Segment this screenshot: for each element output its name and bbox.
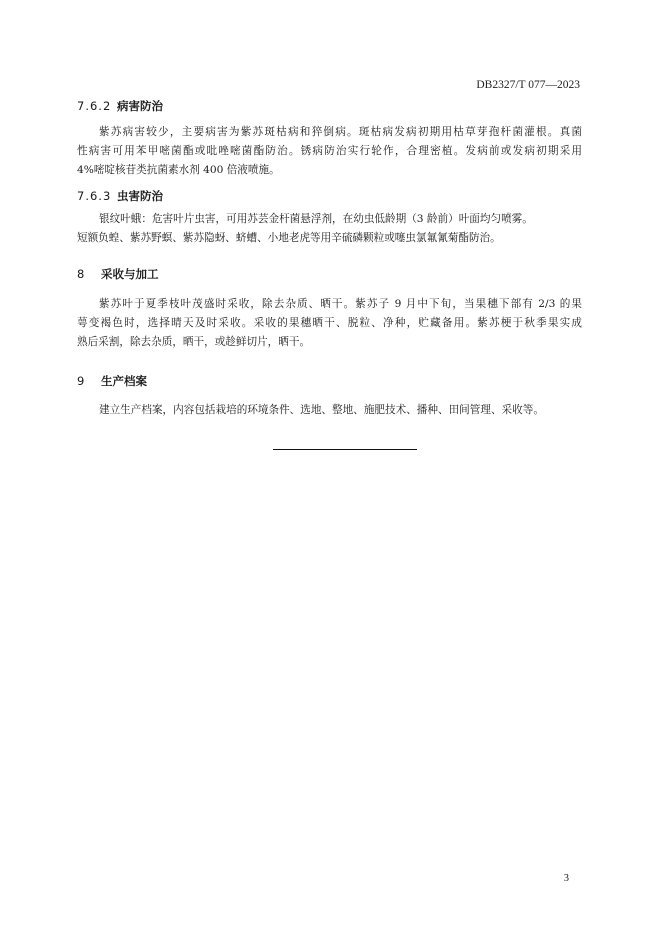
section-heading-9 bbox=[77, 373, 147, 389]
section-heading-7-6-3 bbox=[77, 188, 163, 204]
paragraph-line: 紫苏叶于夏季枝叶茂盛时采收，除去杂质、晒干。紫苏子 9 月中下旬，当果穗下部有 2/3 的果 bbox=[99, 298, 582, 310]
paragraph-harvest-processing bbox=[77, 295, 582, 353]
section-title: 虫害防治 bbox=[117, 189, 163, 203]
paragraph-disease-control bbox=[77, 123, 582, 181]
paragraph-line: 萼变褐色时，选择晴天及时采收。采收的果穗晒干、脱粒、净种，贮藏备用。紫苏梗于秋季果实成 bbox=[77, 317, 582, 330]
document-code: DB2327/T 077—2023 bbox=[476, 79, 580, 91]
section-number: 8 bbox=[77, 267, 86, 281]
end-of-document-rule bbox=[273, 449, 417, 450]
paragraph-line: 建立生产档案，内容包括栽培的环境条件、选地、整地、施肥技术、播种、田间管理、采收等。 bbox=[99, 404, 544, 416]
section-number: 7.6.2 bbox=[77, 99, 112, 113]
section-heading-8 bbox=[77, 266, 159, 282]
section-title: 病害防治 bbox=[117, 99, 163, 113]
paragraph-line: 紫苏病害较少，主要病害为紫苏斑枯病和猝倒病。斑枯病发病初期用枯草芽孢杆菌灌根。真菌 bbox=[99, 126, 582, 138]
paragraph-line: 熟后采割，除去杂质，晒干，或趁鲜切片，晒干。 bbox=[77, 336, 311, 349]
section-number: 9 bbox=[77, 374, 86, 388]
section-heading-7-6-2 bbox=[77, 98, 163, 114]
paragraph-line: 4%嘧啶核苷类抗菌素水剂 400 倍液喷施。 bbox=[77, 164, 280, 177]
paragraph-line: 短额负蝗、紫苏野螟、紫苏隐蚜、蛴螬、小地老虎等用辛硫磷颗粒或噻虫氯氟氰菊酯防治。 bbox=[77, 232, 501, 245]
section-title: 采收与加工 bbox=[101, 267, 159, 281]
paragraph-line: 银纹叶蛾：危害叶片虫害，可用苏芸金杆菌悬浮剂，在幼虫低龄期（3 龄前）叶面均匀喷雾。 bbox=[99, 213, 533, 225]
section-number: 7.6.3 bbox=[77, 189, 112, 203]
section-title: 生产档案 bbox=[101, 374, 147, 388]
paragraph-pest-control bbox=[77, 210, 582, 248]
page-number: 3 bbox=[563, 873, 569, 884]
paragraph-production-records bbox=[77, 401, 582, 420]
paragraph-line: 性病害可用苯甲嘧菌酯或吡唑嘧菌酯防治。锈病防治实行轮作，合理密植。发病前或发病初期采用 bbox=[77, 145, 582, 158]
